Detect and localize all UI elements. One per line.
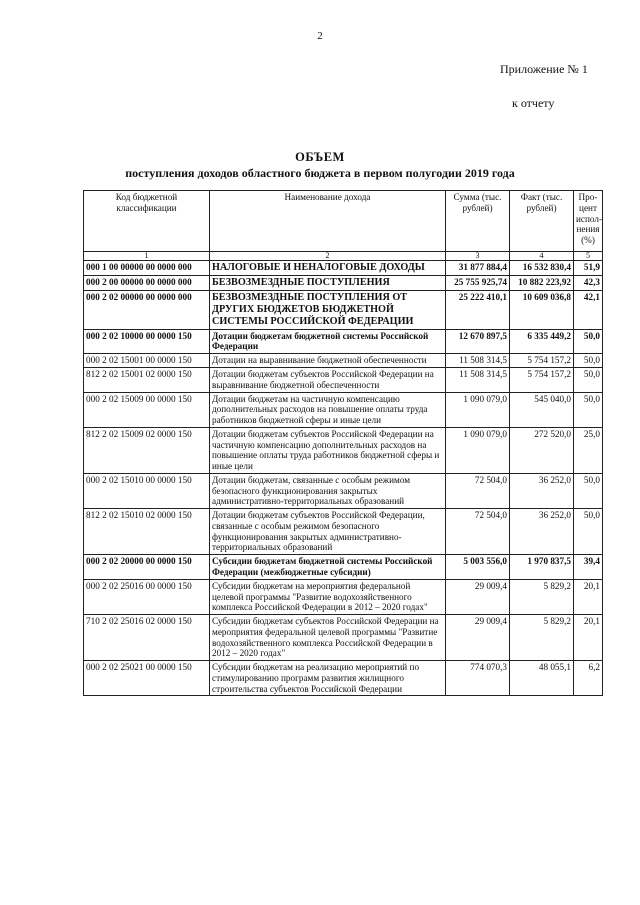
row-code: 000 2 00 00000 00 0000 000	[84, 275, 210, 290]
column-number: 4	[510, 252, 574, 261]
row-percent: 20,1	[574, 615, 603, 661]
row-sum: 72 504,0	[446, 509, 510, 555]
column-number: 5	[574, 252, 603, 261]
row-code: 000 2 02 15001 00 0000 150	[84, 354, 210, 368]
row-sum: 1 090 079,0	[446, 427, 510, 473]
column-number: 2	[210, 252, 446, 261]
row-fact: 545 040,0	[510, 392, 574, 427]
row-name: БЕЗВОЗМЕЗДНЫЕ ПОСТУПЛЕНИЯ ОТ ДРУГИХ БЮДЖЕТОВ БЮДЖЕТНОЙ СИСТЕМЫ РОССИЙСКОЙ ФЕДЕРАЦИИ	[210, 290, 446, 329]
header-sum: Сумма (тыс. рублей)	[446, 191, 510, 252]
table-row	[84, 427, 603, 473]
row-name: Дотации бюджетам на частичную компенсацию дополнительных расходов на повышение оплаты труда работников бюджетной сферы и иные цели	[210, 392, 446, 427]
row-fact: 5 829,2	[510, 615, 574, 661]
row-percent: 50,0	[574, 509, 603, 555]
column-number: 3	[446, 252, 510, 261]
row-name: Дотации на выравнивание бюджетной обеспеченности	[210, 354, 446, 368]
row-code: 000 1 00 00000 00 0000 000	[84, 261, 210, 276]
row-name: Дотации бюджетам, связанные с особым режимом безопасного функционирования закрытых административно-территориальных образований	[210, 473, 446, 508]
table-row	[84, 329, 603, 354]
row-name: Субсидии бюджетам субъектов Российской Федерации на мероприятия федеральной целевой программы "Развитие водохозяйственного комплекса Российской Федерации в 2012 – 2020 годах"	[210, 615, 446, 661]
row-fact: 1 970 837,5	[510, 555, 574, 580]
table-row	[84, 290, 603, 329]
row-sum: 12 670 897,5	[446, 329, 510, 354]
row-code: 000 2 02 10000 00 0000 150	[84, 329, 210, 354]
appendix-label: Приложение № 1	[500, 62, 588, 76]
row-name: Дотации бюджетам субъектов Российской Федерации на выравнивание бюджетной обеспеченности	[210, 367, 446, 392]
table-row	[84, 275, 603, 290]
row-name: НАЛОГОВЫЕ И НЕНАЛОГОВЫЕ ДОХОДЫ	[210, 261, 446, 276]
row-percent: 6,2	[574, 661, 603, 696]
row-percent: 20,1	[574, 579, 603, 614]
row-code: 812 2 02 15009 02 0000 150	[84, 427, 210, 473]
table-row	[84, 615, 603, 661]
row-code: 000 2 02 25016 00 0000 150	[84, 579, 210, 614]
row-percent: 50,0	[574, 354, 603, 368]
page-number: 2	[317, 30, 323, 42]
table-row	[84, 392, 603, 427]
header-fact: Факт (тыс. рублей)	[510, 191, 574, 252]
row-code: 000 2 02 20000 00 0000 150	[84, 555, 210, 580]
table-row	[84, 261, 603, 276]
row-code: 000 2 02 00000 00 0000 000	[84, 290, 210, 329]
row-code: 000 2 02 15010 00 0000 150	[84, 473, 210, 508]
row-name: Дотации бюджетам субъектов Российской Федерации на частичную компенсацию дополнительных расходов на повышение оплаты труда работников бюджетной сферы и иные цели	[210, 427, 446, 473]
row-fact: 5 754 157,2	[510, 354, 574, 368]
row-percent: 50,0	[574, 329, 603, 354]
row-name: Субсидии бюджетам на мероприятия федеральной целевой программы "Развитие водохозяйственного комплекса Российской Федерации в 2012 – 2020 годах"	[210, 579, 446, 614]
row-sum: 31 877 884,4	[446, 261, 510, 276]
row-sum: 11 508 314,5	[446, 367, 510, 392]
header-code: Код бюджетной классификации	[84, 191, 210, 252]
table-row	[84, 354, 603, 368]
header-name: Наименование дохода	[210, 191, 446, 252]
row-sum: 1 090 079,0	[446, 392, 510, 427]
row-sum: 29 009,4	[446, 579, 510, 614]
row-percent: 42,3	[574, 275, 603, 290]
row-fact: 5 829,2	[510, 579, 574, 614]
row-fact: 36 252,0	[510, 473, 574, 508]
row-sum: 25 755 925,74	[446, 275, 510, 290]
table-row	[84, 509, 603, 555]
row-sum: 11 508 314,5	[446, 354, 510, 368]
column-number-row	[84, 252, 603, 261]
table-row	[84, 579, 603, 614]
row-sum: 774 070,3	[446, 661, 510, 696]
row-fact: 6 335 449,2	[510, 329, 574, 354]
row-fact: 48 055,1	[510, 661, 574, 696]
document-subtitle: поступления доходов областного бюджета в первом полугодии 2019 года	[125, 166, 515, 180]
row-fact: 10 882 223,92	[510, 275, 574, 290]
header-percent: Про-цент испол-нения (%)	[574, 191, 603, 252]
row-percent: 50,0	[574, 392, 603, 427]
row-name: БЕЗВОЗМЕЗДНЫЕ ПОСТУПЛЕНИЯ	[210, 275, 446, 290]
row-fact: 5 754 157,2	[510, 367, 574, 392]
row-sum: 25 222 410,1	[446, 290, 510, 329]
table-row	[84, 661, 603, 696]
row-name: Субсидии бюджетам бюджетной системы Российской Федерации (межбюджетные субсидии)	[210, 555, 446, 580]
row-code: 812 2 02 15010 02 0000 150	[84, 509, 210, 555]
document-title: ОБЪЕМ	[295, 150, 345, 164]
row-percent: 50,0	[574, 367, 603, 392]
row-sum: 72 504,0	[446, 473, 510, 508]
table-header-row	[84, 191, 603, 252]
row-percent: 25,0	[574, 427, 603, 473]
row-percent: 39,4	[574, 555, 603, 580]
row-percent: 50,0	[574, 473, 603, 508]
table-row	[84, 367, 603, 392]
row-sum: 29 009,4	[446, 615, 510, 661]
table-row	[84, 555, 603, 580]
revenue-table	[83, 190, 603, 696]
row-percent: 42,1	[574, 290, 603, 329]
row-code: 710 2 02 25016 02 0000 150	[84, 615, 210, 661]
row-fact: 10 609 036,8	[510, 290, 574, 329]
table-row	[84, 473, 603, 508]
row-percent: 51,9	[574, 261, 603, 276]
row-fact: 272 520,0	[510, 427, 574, 473]
row-code: 000 2 02 15009 00 0000 150	[84, 392, 210, 427]
row-fact: 16 532 830,4	[510, 261, 574, 276]
report-reference: к отчету	[512, 96, 555, 110]
row-name: Субсидии бюджетам на реализацию мероприятий по стимулированию программ развития жилищного строительства субъектов Российской Федерации	[210, 661, 446, 696]
row-fact: 36 252,0	[510, 509, 574, 555]
row-code: 000 2 02 25021 00 0000 150	[84, 661, 210, 696]
row-sum: 5 003 556,0	[446, 555, 510, 580]
row-name: Дотации бюджетам субъектов Российской Федерации, связанные с особым режимом безопасного функционирования закрытых административно-территориальных образований	[210, 509, 446, 555]
row-code: 812 2 02 15001 02 0000 150	[84, 367, 210, 392]
row-name: Дотации бюджетам бюджетной системы Российской Федерации	[210, 329, 446, 354]
column-number: 1	[84, 252, 210, 261]
